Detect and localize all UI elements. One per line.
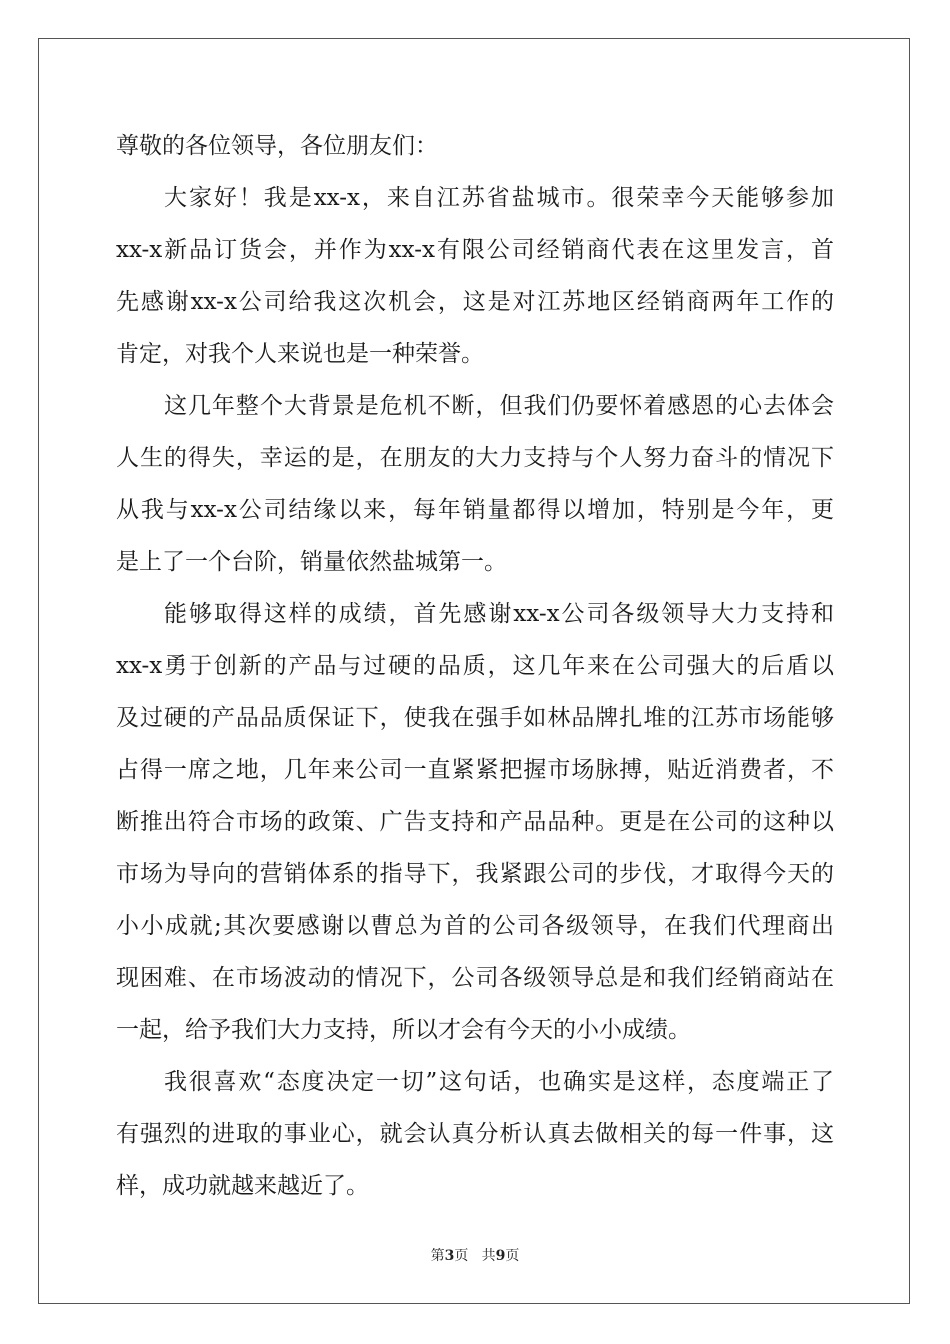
total-pages: 9 xyxy=(495,1248,506,1264)
text-line: 先感谢xx-x公司给我这次机会，这是对江苏地区经销商两年工作的 xyxy=(116,289,834,315)
text-line: 市场为导向的营销体系的指导下，我紧跟公司的步伐，才取得今天的 xyxy=(116,861,834,887)
text-line: 是上了一个台阶，销量依然盐城第一。 xyxy=(116,549,507,575)
page-footer xyxy=(0,1245,950,1265)
text-line: 一起，给予我们大力支持，所以才会有今天的小小成绩。 xyxy=(116,1017,691,1043)
salutation-line: 尊敬的各位领导，各位朋友们： xyxy=(116,133,438,159)
text-line: 大家好！我是xx-x，来自江苏省盐城市。很荣幸今天能够参加 xyxy=(164,185,834,211)
text-line: 我很喜欢“态度决定一切”这句话，也确实是这样，态度端正了 xyxy=(164,1069,834,1095)
text-line: 断推出符合市场的政策、广告支持和产品品种。更是在公司的这种以 xyxy=(116,809,834,835)
text-line: 及过硬的产品品质保证下，使我在强手如林品牌扎堆的江苏市场能够 xyxy=(116,705,834,731)
text-line: 样，成功就越来越近了。 xyxy=(116,1173,369,1199)
text-line: 小小成就;其次要感谢以曹总为首的公司各级领导，在我们代理商出 xyxy=(116,913,834,939)
text-line: 现困难、在市场波动的情况下，公司各级领导总是和我们经销商站在 xyxy=(116,965,834,991)
total-prefix: 共 xyxy=(481,1248,496,1264)
text-line: 有强烈的进取的事业心，就会认真分析认真去做相关的每一件事，这 xyxy=(116,1121,834,1147)
page-number: 3 xyxy=(444,1248,455,1264)
text-line: xx-x勇于创新的产品与过硬的品质，这几年来在公司强大的后盾以 xyxy=(116,653,834,679)
text-line: 从我与xx-x公司结缘以来，每年销量都得以增加，特别是今年，更 xyxy=(116,497,834,523)
text-line: 肯定，对我个人来说也是一种荣誉。 xyxy=(116,341,484,367)
text-line: 能够取得这样的成绩，首先感谢xx-x公司各级领导大力支持和 xyxy=(164,601,834,627)
page-suffix: 页 xyxy=(454,1248,469,1264)
document-body xyxy=(116,126,834,1218)
text-line: 这几年整个大背景是危机不断，但我们仍要怀着感恩的心去体会 xyxy=(164,393,834,419)
page-prefix: 第 xyxy=(430,1248,445,1264)
text-line: 人生的得失，幸运的是，在朋友的大力支持与个人努力奋斗的情况下 xyxy=(116,445,834,471)
total-suffix: 页 xyxy=(505,1248,520,1264)
text-line: 占得一席之地，几年来公司一直紧紧把握市场脉搏，贴近消费者，不 xyxy=(116,757,834,783)
text-line: xx-x新品订货会，并作为xx-x有限公司经销商代表在这里发言，首 xyxy=(116,237,834,263)
